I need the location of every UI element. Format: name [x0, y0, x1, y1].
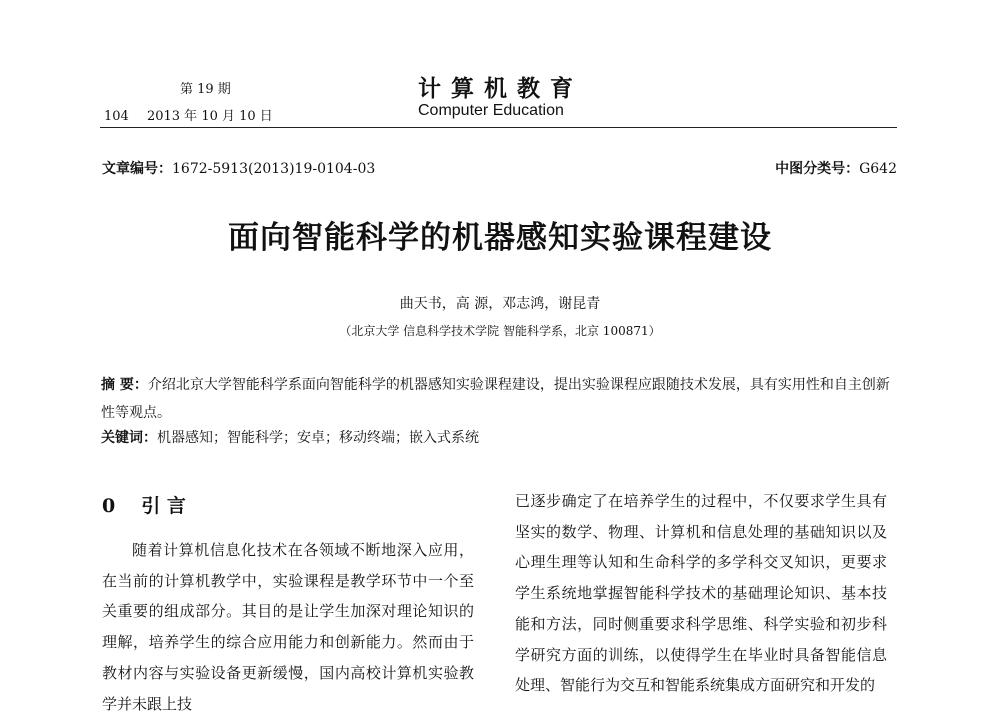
publication-date: 2013 年 10 月 10 日 — [146, 109, 273, 124]
classification-value: G642 — [859, 161, 897, 177]
affiliation: （北京大学 信息科学技术学院 智能科学系，北京 100871） — [339, 324, 661, 338]
classification — [775, 158, 897, 178]
page-number: 104 — [104, 109, 129, 124]
section-title: 引 言 — [141, 495, 186, 517]
article-id — [102, 158, 375, 178]
article-id-label: 文章编号： — [102, 161, 172, 177]
header-rule — [100, 127, 897, 128]
journal-title-cn: 计算机教育 — [418, 76, 583, 102]
section-heading — [102, 491, 186, 518]
section-number: 0 — [102, 495, 116, 517]
keywords — [101, 427, 479, 447]
body-right-column: 已逐步确定了在培养学生的过程中，不仅要求学生具有坚实的数学、物理、计算机和信息处理的基础知识以及心理生理等认知和生命科学的多学科交叉知识，更要求学生系统地掌握智能科学技术的基础理论知识、基本技能和方法，同时侧重要求科学思维、科学实验和初步科学研究方面的训练，以使得学生在毕业时具备智能信息处理、智能行为交互和智能系统集成方面研究和开发的 — [515, 492, 887, 695]
abstract — [101, 371, 901, 427]
abstract-text: 介绍北京大学智能科学系面向智能科学的机器感知实验课程建设，提出实验课程应跟随技术发展，具有实用性和自主创新性等观点。 — [101, 377, 890, 421]
journal-title-en: Computer Education — [418, 102, 564, 119]
keywords-text: 机器感知；智能科学；安卓；移动终端；嵌入式系统 — [157, 430, 479, 446]
issue-number: 第 19 期 — [180, 82, 231, 97]
article-title: 面向智能科学的机器感知实验课程建设 — [228, 220, 772, 256]
classification-label: 中图分类号： — [775, 161, 860, 177]
body-left-column: 随着计算机信息化技术在各领域不断地深入应用，在当前的计算机教学中，实验课程是教学环节中一个至关重要的组成部分。其目的是让学生加深对理论知识的理解，培养学生的综合应用能力和创新能力。然而由于教材内容与实验设备更新缓慢，国内高校计算机实验教学并未跟上技 — [102, 541, 474, 713]
keywords-label: 关键词： — [101, 430, 157, 446]
article-id-value: 1672-5913(2013)19-0104-03 — [172, 161, 376, 177]
abstract-label: 摘 要： — [101, 377, 148, 393]
authors: 曲天书，高 源，邓志鸿，谢昆青 — [399, 296, 601, 312]
page-date-line — [104, 105, 273, 124]
